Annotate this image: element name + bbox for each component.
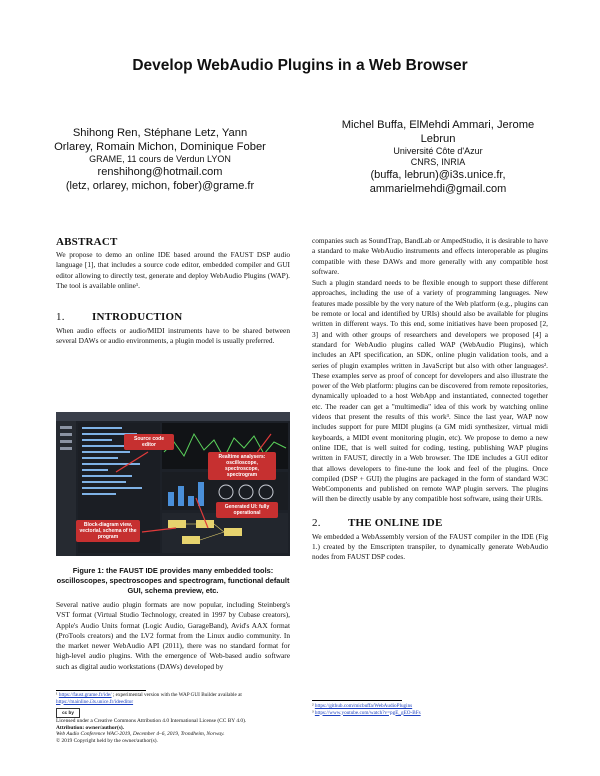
footnote-3-marker: ³: [312, 709, 314, 716]
footnote-3-link[interactable]: https://www.youtube.com/watch?v=pgE_gEO-BFs: [314, 709, 421, 716]
author-email-2: ammarielmehdi@gmail.com: [369, 183, 507, 195]
author-affiliation-2: CNRS, INRIA: [410, 157, 466, 167]
left-column: [56, 236, 290, 347]
footnote-3: [312, 710, 548, 717]
abstract-text: We propose to demo an online IDE based around the FAUST DSP audio language [1], that includes a source code editor, embedded compiler and GUI editor allowing to directly test, generate and deploy WebAudio Plugins (WAP). The tool is available online¹.: [56, 250, 290, 290]
left-body-text: Several native audio plugin formats are now popular, including Steinberg's VST format (Virtual Studio Technology, created in 1997 by Cubase creators), Apple's Audio Units format (Logic Audio, GarageBand), Avid's AAX format (ProTools creators) and the LV2 format from the Linux audio community. In the market newer WebAudio API (2011), there was no standard format for high-level audio plugins. With the emergence of Web-based audio software such as digital audio workstations (DAWs) developed by: [56, 600, 290, 671]
intro-text: When audio effects or audio/MIDI instruments have to be shared between several DAWs or audio environments, a plugin model is usually preferred.: [56, 326, 290, 346]
author-names-line-2: Lebrun: [420, 133, 456, 145]
online-ide-number: 2.: [312, 516, 321, 529]
left-footnote-rule: [56, 690, 146, 691]
author-names-line-1: Michel Buffa, ElMehdi Ammari, Jerome: [341, 119, 535, 131]
footnote-2-marker: ²: [312, 703, 314, 709]
footnote-link-faust-ide[interactable]: https://faust.grame.fr/ide/: [58, 692, 112, 698]
footnote-marker: ¹: [56, 692, 58, 698]
callout-source-editor: Source code editor: [124, 434, 174, 450]
online-ide-title: THE ONLINE IDE: [348, 516, 443, 529]
right-column: [312, 236, 548, 563]
license-text: [56, 718, 296, 744]
license-line-2: Attribution: owner/author(s).: [56, 724, 124, 731]
author-affiliation-1: Université Côte d'Azur: [393, 146, 483, 156]
license-line-4: © 2019 Copyright held by the owner/author(s).: [56, 737, 158, 744]
callout-block-diagram: Block-diagram view, vectorial, schema of the program: [76, 520, 140, 542]
callout-generated-ui: Generated UI: fully operational: [216, 502, 278, 518]
footnote-2: [312, 703, 548, 710]
right-body-text-2: Such a plugin standard needs to be flexible enough to support these different approaches, including the use of a variety of programming languages. New features made possible by the very nature of the Web platform (e.g., plugins can be remote or local and identified by URIs) should also be available for plugins written in different ways. To this end, some initiatives have been proposed [2, 3] and with other groups of researchers and developers we proposed [4] a standard for WebAudio plugins called WAP (WebAudio Plugins), which includes an API specification, an SDK, online plugin validation tools, and a series of plugin examples written in JavaScript but also with other languages². These examples serve as proof of concept for developers and also illustrate the power of the Web platform: plugins can be discovered from remote repositories, dynamically uploaded to a host WebApp and instantiated, connected together etc. The reader can get a "multimedia" idea of this work by watching online videos that present the results of this work³. Since the last year, WAP now includes support for pure MIDI plugins (a GM midi synthesizer, virtual midi keyboards, a MIDI event monitoring plugin, etc). We propose to demo a new online IDE, that is well suited for coding, testing, publishing WAP plugins written in FAUST, directly in a Web browser. The IDE includes a GUI editor that allows developers to fine-tune the look and feel of the plugins. Once compiled (DSP + GUI) the plugins are packaged in the form of standard W3C WebComponents and published on remote WAP plugin servers. The plugins will then be directly usable by any compatible host software, using their URIs.: [312, 278, 548, 504]
abstract-heading: ABSTRACT: [56, 236, 118, 248]
author-email-2: (letz, orlarey, michon, fober)@grame.fr: [65, 180, 255, 192]
authors-left: [40, 126, 280, 193]
license-line-1: Licensed under a Creative Commons Attribution 4.0 International License (CC BY 4.0).: [56, 718, 247, 724]
footnote-2-link[interactable]: https://github.com/micbuffa/WebAudioPlugins: [314, 703, 413, 709]
cc-by-badge: [56, 708, 80, 718]
right-footnote-rule: [312, 700, 402, 701]
left-footnote: [56, 692, 290, 705]
right-body-text-1: companies such as SoundTrap, BandLab or AmpedStudio, it is desirable to have a standard to make WebAudio instruments and effects interoperable as plugins compatible with these DAWs and more generally with any compatible host software.: [312, 236, 548, 276]
authors-right: [320, 118, 556, 196]
author-names-line-2: Orlarey, Romain Michon, Dominique Fober: [54, 141, 266, 153]
intro-heading: [56, 311, 290, 323]
online-ide-heading: [312, 517, 548, 529]
author-affiliation: GRAME, 11 cours de Verdun LYON: [89, 154, 231, 164]
right-footnotes: [312, 703, 548, 716]
figure-1-screenshot: [56, 412, 290, 556]
footnote-link-wap-builder[interactable]: https://mainline.i3s.unice.fr/ideeditor: [56, 698, 134, 705]
intro-title: INTRODUCTION: [92, 311, 183, 324]
author-email-1: renshihong@hotmail.com: [97, 166, 223, 178]
license-line-3: Web Audio Conference WAC-2019, December 4–6, 2019, Trondheim, Norway.: [56, 731, 225, 738]
online-ide-text: We embedded a WebAssembly version of the FAUST compiler in the IDE (Fig 1.) created by the Emscripten transpiler, to dynamically generate WebAudio nodes from FAUST DSP codes.: [312, 531, 548, 562]
callout-analysers: Realtime analysers: oscilloscope, spectroscope, spectrogram: [208, 452, 276, 480]
author-names-line-1: Shihong Ren, Stéphane Letz, Yann: [72, 127, 248, 139]
intro-number: 1.: [56, 311, 65, 324]
footnote-text: ; experimental version with the WAP GUI Builder available at: [112, 692, 242, 698]
paper-title: Develop WebAudio Plugins in a Web Browser: [132, 57, 468, 74]
cc-by-badge-label: cc by: [62, 710, 74, 715]
author-email-1: (buffa, lebrun)@i3s.unice.fr,: [370, 169, 506, 181]
figure-1-caption: Figure 1: the FAUST IDE provides many embedded tools: oscilloscopes, spectroscopes and spectrogram, functional default GUI, schema preview, etc.: [56, 566, 290, 595]
